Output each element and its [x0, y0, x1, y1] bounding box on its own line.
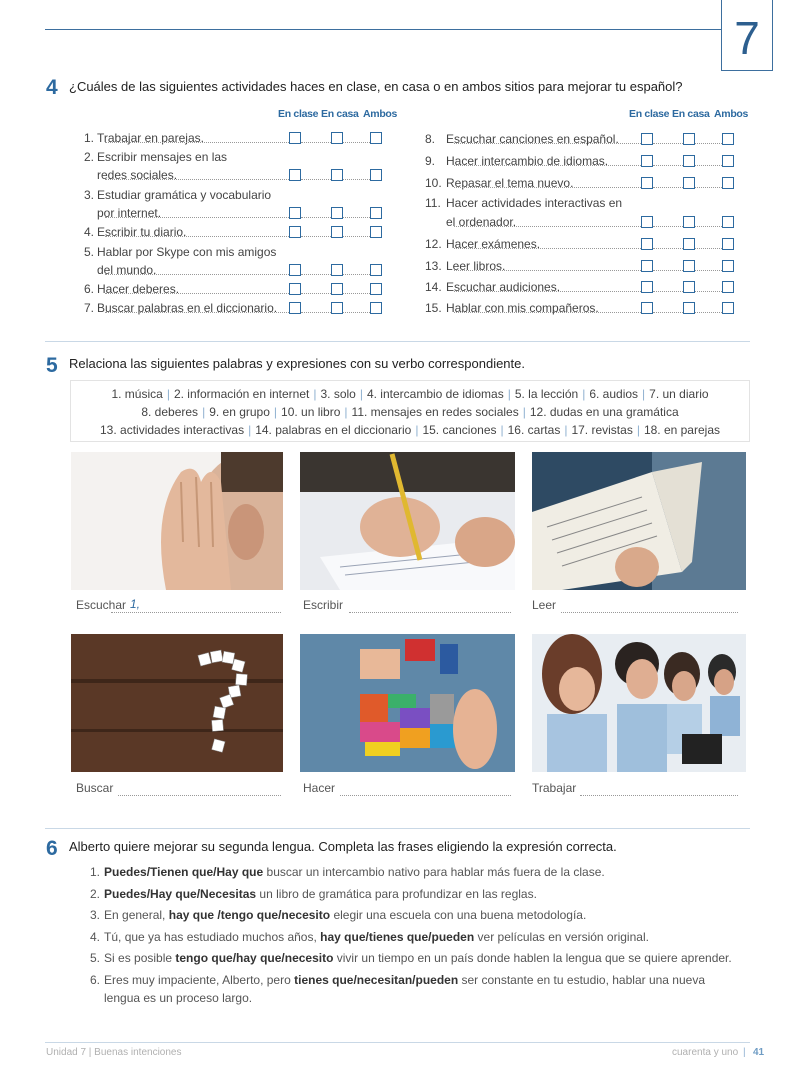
checkbox-en-casa[interactable] [683, 302, 695, 314]
question-dice-illustration [71, 634, 283, 772]
checkbox-en-clase[interactable] [641, 238, 653, 250]
activity-label: Escribir mensajes en las [97, 150, 228, 164]
word-separator: | [202, 405, 206, 419]
word-bank-item: 9. en grupo [209, 405, 270, 419]
word-separator: | [564, 423, 568, 437]
checkbox-en-clase[interactable] [641, 302, 653, 314]
leader-dots [695, 226, 722, 227]
word-separator: | [522, 405, 526, 419]
sentence-number: 5. [90, 951, 101, 965]
activity-number-right-6: 13. [425, 259, 442, 273]
leader-dots [301, 236, 331, 237]
checkbox-ambos[interactable] [370, 283, 382, 295]
word-bank-item: 6. audios [589, 387, 639, 401]
answer-line[interactable] [118, 795, 281, 796]
sentence-number: 1. [90, 865, 101, 879]
checkbox-ambos[interactable] [370, 264, 382, 276]
activity-number-left-4: 4. [84, 225, 95, 239]
checkbox-ambos[interactable] [722, 216, 734, 228]
leader-dots [653, 291, 683, 292]
activity-label: Hacer actividades interactivas en [446, 196, 623, 210]
word-bank-item: 17. revistas [571, 423, 633, 437]
leader-dots [454, 187, 641, 188]
exercise-6-number: 6 [46, 837, 58, 860]
unit-number-tab: 7 [721, 0, 773, 71]
footer-divider: | [743, 1047, 746, 1058]
answer-line[interactable] [340, 795, 511, 796]
checkbox-ambos[interactable] [722, 133, 734, 145]
checkbox-en-clase[interactable] [289, 283, 301, 295]
answer-line[interactable] [111, 612, 281, 613]
sentence-options[interactable]: hay que /tengo que/necesito [168, 908, 331, 922]
checkbox-en-clase[interactable] [289, 302, 301, 314]
checkbox-en-casa[interactable] [331, 132, 343, 144]
activity-label: Hablar con mis compañeros. [446, 301, 599, 315]
sentence-5 [90, 949, 750, 967]
sentence-prefix: En general, [104, 908, 169, 922]
word-bank-item: 11. mensajes en redes sociales [351, 405, 519, 419]
leader-dots [343, 236, 370, 237]
word-separator: | [500, 423, 504, 437]
checkbox-ambos[interactable] [370, 207, 382, 219]
checkbox-ambos[interactable] [722, 260, 734, 272]
activity-number-right-8: 15. [425, 301, 442, 315]
sentence-options[interactable]: tienes que/necesitan/pueden [294, 973, 459, 987]
caption-answer: 1, [130, 597, 141, 611]
word-bank-item: 15. canciones [422, 423, 497, 437]
leader-dots [454, 270, 641, 271]
word-bank-item: 7. un diario [649, 387, 709, 401]
word-separator: | [273, 405, 278, 419]
exercise-4-title: ¿Cuáles de las siguientes actividades haces en clase, en casa o en ambos sitios para mejorar tu español? [69, 79, 683, 94]
exercise-5-title: Relaciona las siguientes palabras y expresiones con su verbo correspondiente. [69, 356, 525, 371]
sentence-number: 4. [90, 930, 101, 944]
activity-label: Escuchar audiciones. [446, 280, 561, 294]
leader-dots [301, 179, 331, 180]
sentence-prefix: Si es posible [104, 951, 176, 965]
sentence-6 [90, 971, 750, 1007]
word-bank-item: 12. dudas en una gramática [529, 405, 679, 419]
checkbox-en-casa[interactable] [683, 260, 695, 272]
leader-dots [343, 312, 370, 313]
photo-puzzle-blocks [300, 634, 515, 772]
checkbox-en-casa[interactable] [683, 133, 695, 145]
word-separator: | [313, 387, 317, 401]
leader-dots [454, 226, 641, 227]
sentence-rest-continued: lengua es un proceso largo. [104, 991, 253, 1005]
activity-label: Hacer deberes. [97, 282, 180, 296]
caption-verb-escribir: Escribir [303, 598, 344, 612]
sentence-options[interactable]: Puedes/Hay que/Necesitas [104, 887, 257, 901]
students-illustration [532, 634, 746, 772]
word-bank-item: 18. en parejas [643, 423, 720, 437]
checkbox-en-casa[interactable] [331, 264, 343, 276]
leader-dots [695, 248, 722, 249]
photo-writing-hand [300, 452, 515, 590]
col-en-clase-left: En clase [278, 108, 319, 120]
leader-dots [653, 187, 683, 188]
leader-dots [301, 293, 331, 294]
checkbox-ambos[interactable] [722, 281, 734, 293]
activity-label: Escuchar canciones en español. [446, 132, 619, 146]
leader-dots [653, 270, 683, 271]
leader-dots [653, 165, 683, 166]
activity-label-continued: del mundo. [97, 263, 157, 277]
col-en-casa-left: En casa [321, 108, 359, 120]
activity-number-left-6: 6. [84, 282, 95, 296]
activity-number-right-2: 9. [425, 154, 436, 168]
activity-label: Estudiar gramática y vocabulario [97, 188, 272, 202]
sentence-rest: vivir un tiempo en un país donde hablen la lengua que se quiere aprender. [333, 951, 732, 965]
activity-label-continued: el ordenador. [446, 215, 517, 229]
leader-dots [454, 143, 641, 144]
caption-verb-buscar: Buscar [76, 781, 114, 795]
leader-dots [454, 165, 641, 166]
checkbox-en-casa[interactable] [331, 207, 343, 219]
caption-verb-trabajar: Trabajar [532, 781, 577, 795]
activity-label: Hacer exámenes. [446, 237, 541, 251]
leader-dots [695, 312, 722, 313]
photo-reading-book [532, 452, 746, 590]
leader-dots [301, 312, 331, 313]
leader-dots [653, 248, 683, 249]
checkbox-en-casa[interactable] [683, 238, 695, 250]
col-en-casa-right: En casa [672, 108, 710, 120]
footer-page-words: cuarenta y uno [672, 1047, 739, 1058]
activity-label: Hacer intercambio de idiomas. [446, 154, 609, 168]
leader-dots [343, 179, 370, 180]
checkbox-ambos[interactable] [370, 302, 382, 314]
footer-page-number: 41 [753, 1047, 765, 1058]
puzzle-illustration [300, 634, 515, 772]
header-rule [45, 29, 721, 30]
exercise-4-number: 4 [46, 76, 58, 99]
leader-dots [695, 165, 722, 166]
activity-label-continued: por internet. [97, 206, 162, 220]
activity-number-left-2: 2. [84, 150, 95, 164]
footer-rule [45, 1042, 750, 1043]
checkbox-en-casa[interactable] [331, 226, 343, 238]
checkbox-en-clase[interactable] [641, 155, 653, 167]
writing-illustration [300, 452, 515, 590]
activity-number-right-7: 14. [425, 280, 442, 294]
sentence-1 [90, 863, 750, 881]
leader-dots [454, 248, 641, 249]
sentence-options[interactable]: Puedes/Tienen que/Hay que [104, 865, 264, 879]
leader-dots [343, 217, 370, 218]
col-en-clase-right: En clase [629, 108, 670, 120]
leader-dots [653, 226, 683, 227]
word-bank-item: 4. intercambio de idiomas [366, 387, 504, 401]
word-separator: | [642, 387, 646, 401]
checkbox-en-casa[interactable] [683, 177, 695, 189]
leader-dots [301, 142, 331, 143]
word-bank-item: 10. un libro [281, 405, 341, 419]
checkbox-ambos[interactable] [722, 238, 734, 250]
answer-line[interactable] [349, 612, 511, 613]
leader-dots [105, 179, 289, 180]
sentence-options[interactable]: hay que/tienes que/pueden [320, 930, 475, 944]
checkbox-en-clase[interactable] [289, 207, 301, 219]
caption-verb-escuchar: Escuchar [76, 598, 127, 612]
photo-question-mark-dice [71, 634, 283, 772]
word-separator: | [582, 387, 586, 401]
sentence-number: 6. [90, 973, 101, 987]
activity-label: Buscar palabras en el diccionario. [97, 301, 278, 315]
checkbox-en-casa[interactable] [683, 216, 695, 228]
sentence-2 [90, 885, 750, 903]
activity-label: Trabajar en parejas. [97, 131, 204, 145]
activity-number-right-1: 8. [425, 132, 436, 146]
word-bank-item: 16. cartas [507, 423, 561, 437]
word-separator: | [507, 387, 511, 401]
photo-students-working [532, 634, 746, 772]
checkbox-en-clase[interactable] [641, 260, 653, 272]
leader-dots [695, 187, 722, 188]
sentence-rest: buscar un intercambio nativo para hablar más fuera de la clase. [263, 865, 605, 879]
sentence-number: 2. [90, 887, 101, 901]
sentence-4 [90, 928, 750, 946]
checkbox-ambos[interactable] [722, 302, 734, 314]
reading-illustration [532, 452, 746, 590]
leader-dots [454, 312, 641, 313]
activity-label-continued: redes sociales. [97, 168, 178, 182]
leader-dots [301, 217, 331, 218]
checkbox-en-casa[interactable] [331, 302, 343, 314]
sentence-3 [90, 906, 750, 924]
leader-dots [653, 143, 683, 144]
checkbox-ambos[interactable] [722, 155, 734, 167]
leader-dots [343, 274, 370, 275]
word-bank-item: 2. información en internet [173, 387, 310, 401]
checkbox-en-clase[interactable] [289, 169, 301, 181]
activity-number-right-4: 11. [425, 196, 441, 210]
word-bank-item: 14. palabras en el diccionario [255, 423, 412, 437]
sentence-number: 3. [90, 908, 101, 922]
leader-dots [343, 293, 370, 294]
word-bank-item: 1. música [111, 387, 163, 401]
word-separator: | [344, 405, 348, 419]
activity-number-left-1: 1. [84, 131, 95, 145]
leader-dots [695, 270, 722, 271]
leader-dots [454, 291, 641, 292]
activity-number-right-3: 10. [425, 176, 442, 190]
answer-line[interactable] [580, 795, 738, 796]
checkbox-ambos[interactable] [722, 177, 734, 189]
ear-illustration [71, 452, 283, 590]
caption-verb-leer: Leer [532, 598, 557, 612]
checkbox-en-clase[interactable] [289, 226, 301, 238]
activity-label: Leer libros. [446, 259, 506, 273]
sentence-rest: ser constante en tu estudio, hablar una nueva [458, 973, 705, 987]
activity-number-left-5: 5. [84, 245, 95, 259]
word-separator: | [248, 423, 252, 437]
word-bank-item: 5. la lección [514, 387, 579, 401]
word-bank-row-2 [71, 405, 749, 419]
checkbox-en-casa[interactable] [331, 169, 343, 181]
activity-number-right-5: 12. [425, 237, 442, 251]
leader-dots [343, 142, 370, 143]
checkbox-en-clase[interactable] [641, 133, 653, 145]
col-ambos-left: Ambos [363, 108, 398, 120]
checkbox-en-clase[interactable] [289, 264, 301, 276]
leader-dots [653, 312, 683, 313]
word-separator: | [636, 423, 640, 437]
checkbox-en-clase[interactable] [289, 132, 301, 144]
exercise-5-rule [45, 341, 750, 342]
leader-dots [105, 142, 289, 143]
activity-label: Repasar el tema nuevo. [446, 176, 574, 190]
word-bank-row-1 [71, 387, 749, 401]
caption-verb-hacer: Hacer [303, 781, 336, 795]
exercise-5-number: 5 [46, 354, 58, 377]
sentence-rest: ver películas en versión original. [474, 930, 649, 944]
word-bank [70, 380, 750, 442]
activity-number-left-3: 3. [84, 188, 95, 202]
checkbox-ambos[interactable] [370, 132, 382, 144]
sentence-options[interactable]: tengo que/hay que/necesito [175, 951, 334, 965]
exercise-6-rule [45, 828, 750, 829]
col-ambos-right: Ambos [714, 108, 749, 120]
answer-line[interactable] [561, 612, 738, 613]
sentence-rest: elegir una escuela con una buena metodología. [330, 908, 587, 922]
checkbox-en-clase[interactable] [641, 177, 653, 189]
leader-dots [105, 236, 289, 237]
checkbox-en-casa[interactable] [683, 281, 695, 293]
checkbox-en-casa[interactable] [331, 283, 343, 295]
word-separator: | [166, 387, 170, 401]
photo-listening-ear [71, 452, 283, 590]
word-separator: | [415, 423, 419, 437]
word-bank-row-3 [71, 423, 749, 437]
footer-unit-title: Unidad 7 | Buenas intenciones [46, 1047, 182, 1058]
leader-dots [695, 143, 722, 144]
leader-dots [105, 217, 289, 218]
sentence-rest: un libro de gramática para profundizar en las reglas. [256, 887, 537, 901]
checkbox-en-casa[interactable] [683, 155, 695, 167]
word-separator: | [359, 387, 363, 401]
checkbox-en-clase[interactable] [641, 281, 653, 293]
activity-label: Escribir tu diario. [97, 225, 187, 239]
checkbox-en-clase[interactable] [641, 216, 653, 228]
checkbox-ambos[interactable] [370, 169, 382, 181]
leader-dots [301, 274, 331, 275]
activity-label: Hablar por Skype con mis amigos [97, 245, 277, 259]
sentence-prefix: Eres muy impaciente, Alberto, pero [104, 973, 295, 987]
leader-dots [105, 312, 289, 313]
leader-dots [105, 274, 289, 275]
leader-dots [695, 291, 722, 292]
leader-dots [105, 293, 289, 294]
word-bank-item: 3. solo [320, 387, 356, 401]
word-bank-item: 13. actividades interactivas [100, 423, 245, 437]
exercise-6-title: Alberto quiere mejorar su segunda lengua. Completa las frases eligiendo la expresión correcta. [69, 839, 617, 854]
word-bank-item: 8. deberes [141, 405, 199, 419]
sentence-prefix: Tú, que ya has estudiado muchos años, [104, 930, 321, 944]
activity-number-left-7: 7. [84, 301, 95, 315]
checkbox-ambos[interactable] [370, 226, 382, 238]
